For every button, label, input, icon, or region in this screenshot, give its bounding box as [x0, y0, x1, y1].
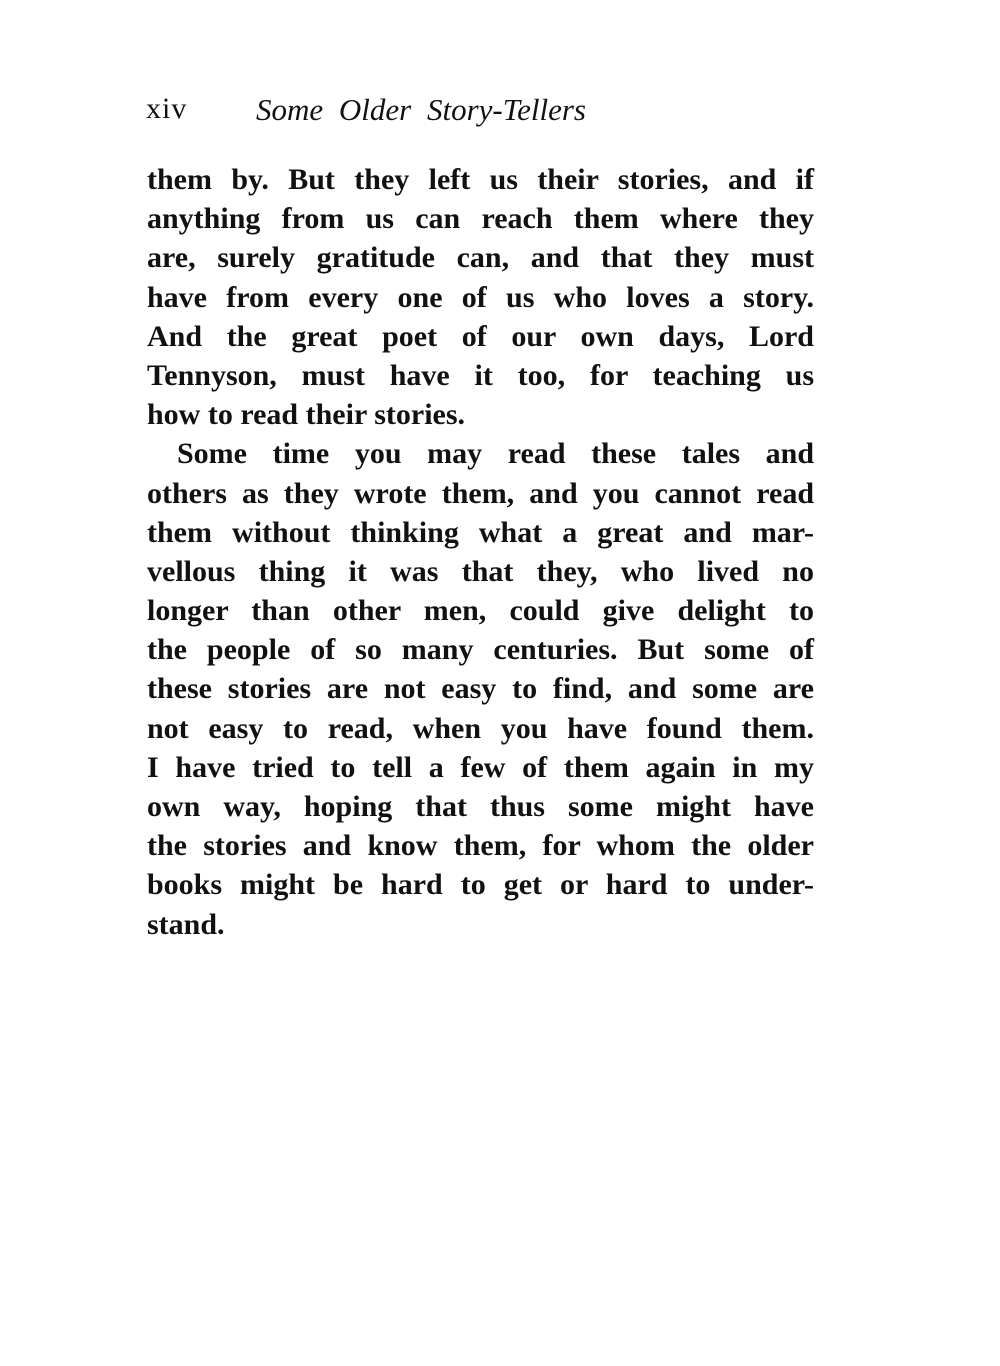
text-line: them by. But they left us their stories, and if [147, 163, 814, 196]
text-line: have from every one of us who loves a story. [147, 280, 814, 314]
text-line: them without thinking what a great and mar- [147, 515, 814, 549]
text-line: not easy to read, when you have found them. [147, 711, 814, 745]
text-line: vellous thing it was that they, who lived no [147, 554, 814, 588]
text-line: stand. [147, 907, 225, 941]
text-line: longer than other men, could give delight to [147, 594, 814, 628]
text-line: others as they wrote them, and you cannot read [147, 476, 814, 510]
text-line: how to read their stories. [147, 398, 466, 432]
text-line: the stories and know them, for whom the older [147, 829, 814, 863]
text-line: the people of so many centuries. But some of [147, 633, 814, 667]
text-line: own way, hoping that thus some might have [147, 790, 814, 823]
paragraph-2 [147, 434, 814, 943]
text-line: these stories are not easy to find, and some are [147, 672, 814, 706]
text-line: I have tried to tell a few of them again in my [147, 750, 814, 784]
text-line: Tennyson, must have it too, for teaching us [147, 358, 814, 392]
text-line: are, surely gratitude can, and that they must [147, 241, 814, 275]
page-header [146, 92, 846, 132]
text-line: anything from us can reach them where they [147, 202, 814, 236]
text-line: Some time you may read these tales and [177, 437, 814, 471]
running-title: Some Older Story-Tellers [256, 92, 586, 127]
text-line: books might be hard to get or hard to under- [147, 868, 814, 902]
page-number: xiv [146, 92, 188, 125]
paragraph-1 [147, 160, 814, 434]
body-text [147, 160, 814, 944]
text-line: And the great poet of our own days, Lord [147, 319, 814, 353]
